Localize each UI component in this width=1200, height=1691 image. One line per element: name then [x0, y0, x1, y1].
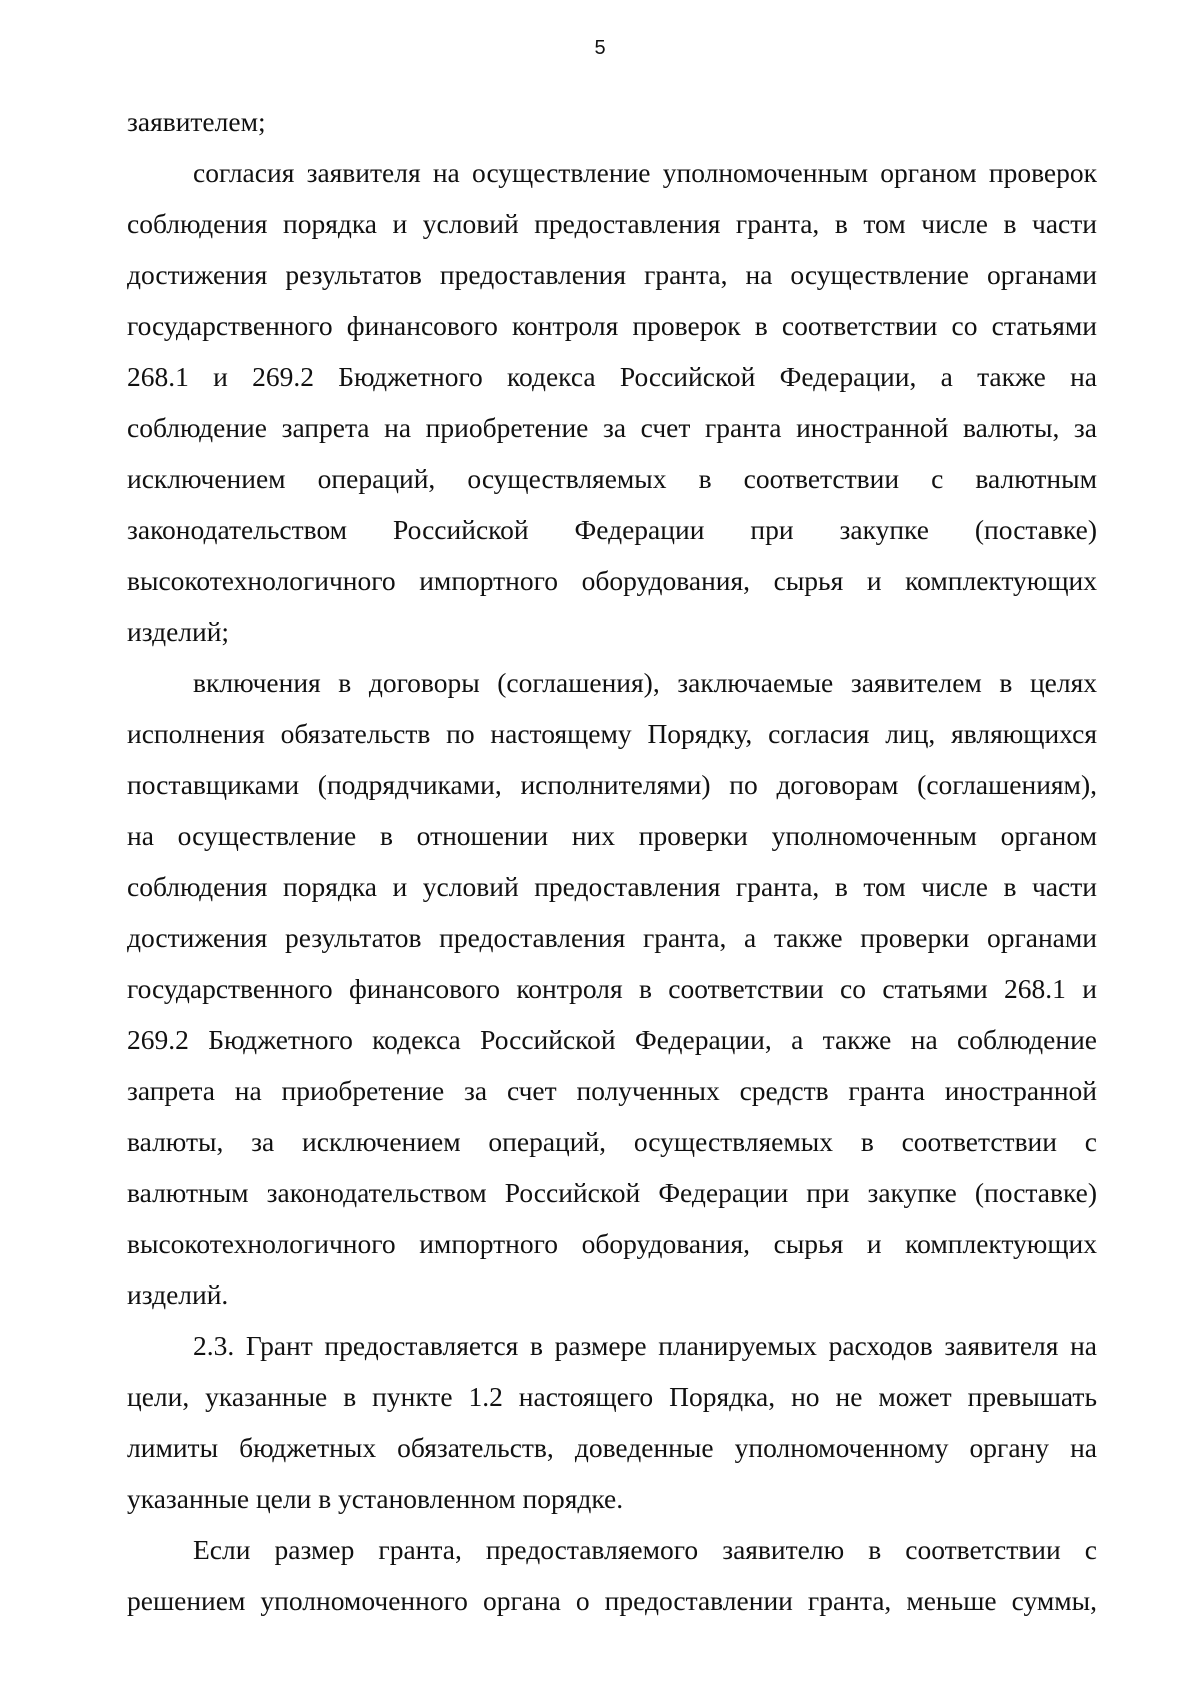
text-line: согласия заявителя на осуществление уполномоченным органом проверок	[193, 157, 1097, 188]
text-line: изделий.	[127, 1279, 229, 1310]
text-line: цели, указанные в пункте 1.2 настоящего Порядка, но не может превышать	[127, 1381, 1097, 1412]
paragraph	[127, 1320, 1097, 1524]
page-number: 5	[594, 37, 606, 59]
text-line: соблюдения порядка и условий предоставления гранта, в том числе в части	[127, 871, 1097, 902]
text-line: указанные цели в установленном порядке.	[127, 1483, 624, 1514]
text-line: заявителем;	[127, 106, 266, 137]
text-line: 268.1 и 269.2 Бюджетного кодекса Российской Федерации, а также на	[127, 361, 1097, 392]
text-line: достижения результатов предоставления гранта, а также проверки органами	[127, 922, 1097, 953]
text-line: изделий;	[127, 616, 230, 647]
text-line: запрета на приобретение за счет полученных средств гранта иностранной	[127, 1075, 1097, 1106]
text-line: поставщиками (подрядчиками, исполнителями) по договорам (соглашениям),	[127, 769, 1097, 800]
text-line: решением уполномоченного органа о предоставлении гранта, меньше суммы,	[127, 1585, 1097, 1616]
text-line: соблюдения порядка и условий предоставления гранта, в том числе в части	[127, 208, 1097, 239]
text-line: соблюдение запрета на приобретение за счет гранта иностранной валюты, за	[127, 412, 1097, 443]
text-line: высокотехнологичного импортного оборудования, сырья и комплектующих	[127, 565, 1097, 596]
paragraph	[127, 96, 1097, 147]
text-line: достижения результатов предоставления гранта, на осуществление органами	[127, 259, 1097, 290]
text-line: включения в договоры (соглашения), заключаемые заявителем в целях	[193, 667, 1097, 698]
text-line: исключением операций, осуществляемых в соответствии с валютным	[127, 463, 1097, 494]
text-line: 269.2 Бюджетного кодекса Российской Федерации, а также на соблюдение	[127, 1024, 1097, 1055]
text-line: исполнения обязательств по настоящему Порядку, согласия лиц, являющихся	[127, 718, 1097, 749]
paragraph	[127, 1524, 1097, 1626]
text-line: валюты, за исключением операций, осуществляемых в соответствии с	[127, 1126, 1097, 1157]
text-line: на осуществление в отношении них проверки уполномоченным органом	[127, 820, 1097, 851]
text-line: валютным законодательством Российской Федерации при закупке (поставке)	[127, 1177, 1097, 1208]
paragraph	[127, 147, 1097, 657]
document-body	[127, 96, 1097, 1626]
text-line: 2.3. Грант предоставляется в размере планируемых расходов заявителя на	[193, 1330, 1097, 1361]
text-line: государственного финансового контроля в соответствии со статьями 268.1 и	[127, 973, 1097, 1004]
paragraph	[127, 657, 1097, 1320]
text-line: лимиты бюджетных обязательств, доведенные уполномоченному органу на	[127, 1432, 1097, 1463]
text-line: законодательством Российской Федерации при закупке (поставке)	[127, 514, 1097, 545]
text-line: Если размер гранта, предоставляемого заявителю в соответствии с	[193, 1534, 1097, 1565]
text-line: высокотехнологичного импортного оборудования, сырья и комплектующих	[127, 1228, 1097, 1259]
text-line: государственного финансового контроля проверок в соответствии со статьями	[127, 310, 1097, 341]
